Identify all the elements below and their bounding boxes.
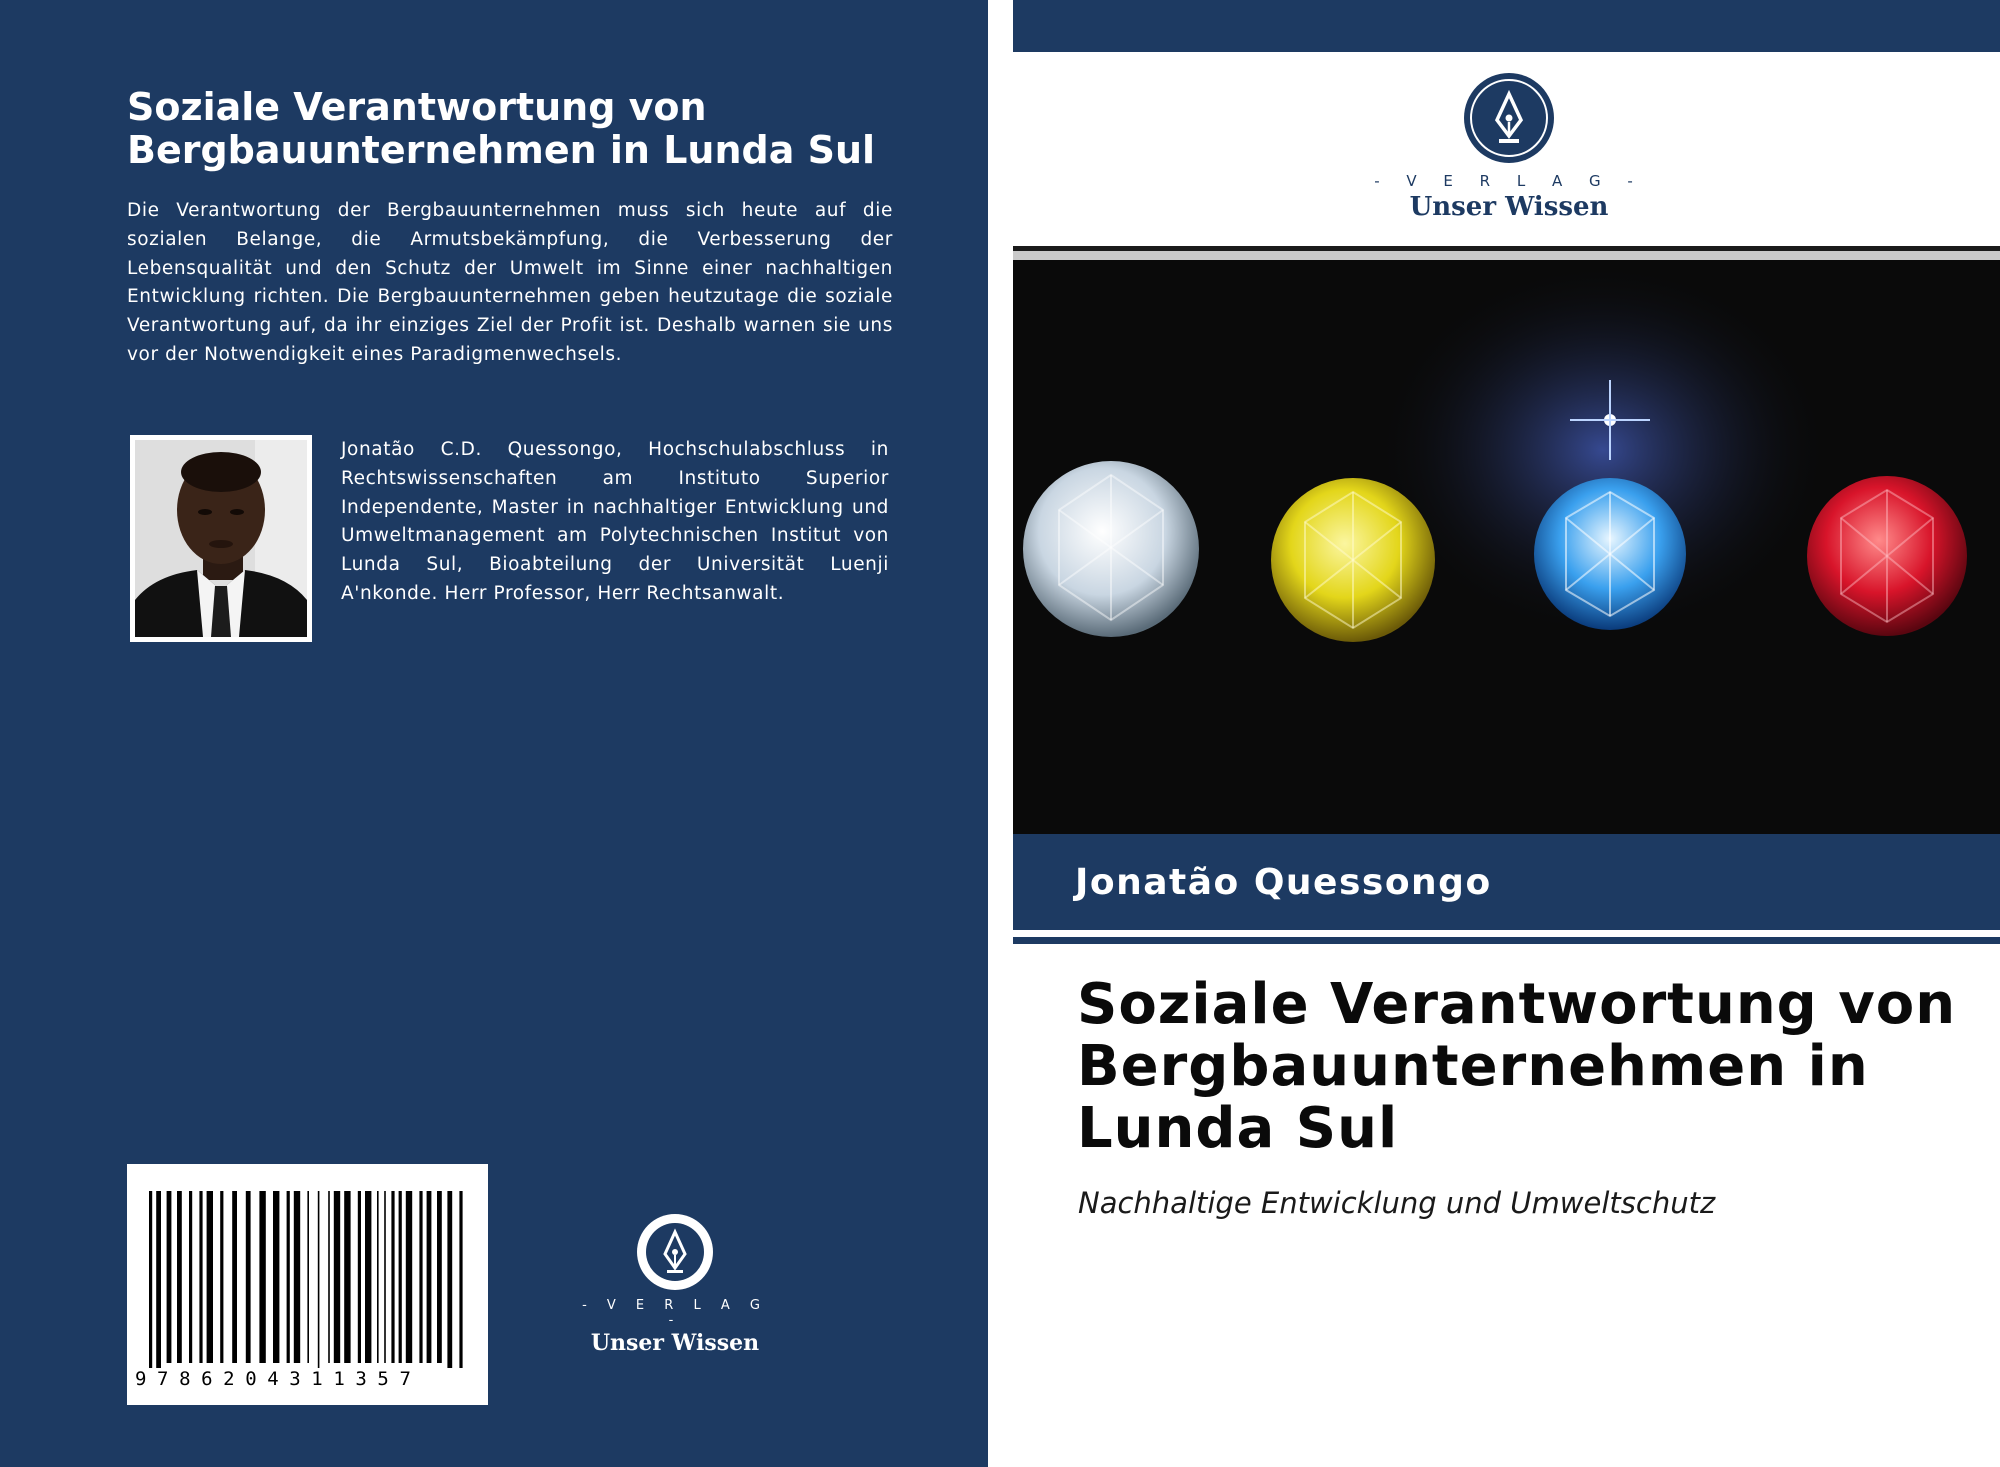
barcode-bar — [358, 1191, 361, 1363]
barcode-bar — [419, 1191, 422, 1363]
barcode-bar — [177, 1191, 182, 1363]
barcode-bar — [344, 1191, 350, 1363]
author-band — [1013, 834, 2000, 930]
fountain-pen-nib-icon — [635, 1212, 715, 1292]
barcode-bar — [447, 1191, 452, 1368]
back-publisher-logo — [575, 1212, 775, 1356]
author-portrait-image — [135, 440, 307, 637]
barcode-bar — [377, 1191, 379, 1363]
barcode-bar — [220, 1191, 223, 1363]
barcode-bar — [273, 1191, 279, 1363]
front-cover-title: Soziale Verantwortung von Bergbauunternehmen in Lunda Sul — [1077, 972, 1957, 1161]
front-publisher-logo — [1359, 72, 1659, 222]
barcode-bar — [328, 1191, 330, 1363]
barcode-bar — [199, 1191, 202, 1363]
barcode-bar — [406, 1191, 412, 1363]
barcode-bar — [294, 1191, 300, 1363]
isbn-barcode — [127, 1164, 488, 1405]
spine — [988, 0, 1013, 1467]
gems-illustration — [1013, 260, 2000, 834]
barcode — [127, 1164, 488, 1368]
barcode-bar — [259, 1191, 265, 1363]
barcode-bar — [427, 1191, 432, 1363]
barcode-bar — [156, 1191, 161, 1368]
barcode-bar — [149, 1191, 152, 1368]
back-logo-verlag: - V E R L A G - — [582, 1298, 768, 1328]
barcode-bar — [167, 1191, 172, 1363]
front-logo-verlag: - V E R L A G - — [1374, 172, 1644, 190]
author-portrait — [130, 435, 312, 642]
barcode-bar — [207, 1191, 213, 1363]
barcode-bar — [334, 1191, 340, 1363]
back-cover — [0, 0, 988, 1467]
barcode-bar — [232, 1191, 237, 1363]
barcode-bar — [189, 1191, 192, 1363]
back-cover-title: Soziale Verantwortung von Bergbauunternehmen in Lunda Sul — [127, 85, 876, 172]
barcode-bar — [318, 1191, 320, 1368]
author-bio: Jonatão C.D. Quessongo, Hochschulabschluss in Rechtswissenschaften am Instituto Superior Independente, Master in nachhaltiger Entwicklung und Umweltmanagement am Polytechnischen Institut von Lunda Sul, Bioabteilung der Universität Luenji A'nkonde. Herr Professor, Herr Rechtsanwalt. — [341, 439, 889, 604]
barcode-bar — [384, 1191, 386, 1363]
barcode-bar — [391, 1191, 394, 1363]
front-cover-subtitle: Nachhaltige Entwicklung und Umweltschutz — [1078, 1186, 1716, 1220]
front-top-bar — [1013, 0, 2000, 52]
divider-line — [1013, 251, 2000, 260]
front-logo-brand: Unser Wissen — [1409, 192, 1609, 222]
gem-photo — [1013, 260, 2000, 834]
barcode-bar — [399, 1191, 402, 1363]
isbn-digits: 9786204311357 — [135, 1368, 422, 1390]
front-cover — [1013, 0, 2000, 1467]
barcode-bar — [459, 1191, 462, 1368]
barcode-bar — [437, 1191, 442, 1363]
author-name: Jonatão Quessongo — [1075, 862, 1492, 903]
fountain-pen-nib-icon — [1463, 72, 1555, 164]
barcode-bar — [287, 1191, 290, 1363]
barcode-bar — [365, 1191, 371, 1363]
back-cover-blurb: Die Verantwortung der Bergbauunternehmen muss sich heute auf die sozialen Belange, die Armutsbekämpfung, die Verbesserung der Lebensqualität und den Schutz der Umwelt im Sinne einer nachhaltigen Entwicklung richten. Die Bergbauunternehmen geben heutzutage die soziale Verantwortung auf, da ihr einziges Ziel der Profit ist. Deshalb warnen sie uns vor der Notwendigkeit eines Paradigmenwechsels. — [127, 200, 893, 365]
barcode-bar — [307, 1191, 309, 1363]
back-logo-brand: Unser Wissen — [590, 1330, 760, 1356]
divider-line — [1013, 937, 2000, 944]
barcode-bar — [246, 1191, 251, 1363]
